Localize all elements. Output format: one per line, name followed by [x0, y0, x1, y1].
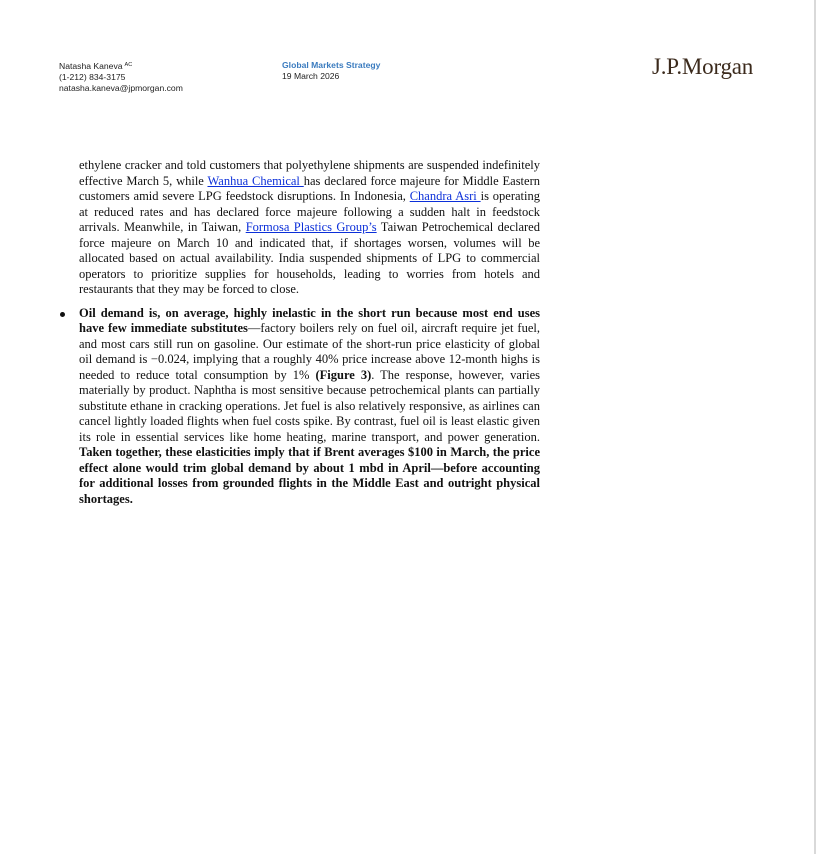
- document-body: [79, 158, 540, 507]
- bullet-lead: Oil demand is, on average, highly inelastic in the short run because most end uses have few immediate substitutes: [79, 305, 540, 335]
- link-wanhua-chemical[interactable]: Wanhua Chemical: [207, 173, 304, 188]
- bullet-conclusion: Taken together, these elasticities imply that if Brent averages $100 in March, the price effect alone would trim global demand by about 1 mbd in April—before accounting for additional losses from grounded flights in the Middle East and outright physical shortages.: [79, 445, 540, 506]
- report-date: 19 March 2026: [282, 71, 340, 82]
- jpmorgan-logo: J.P.Morgan: [652, 54, 754, 79]
- figure-reference: (Figure 3): [315, 367, 372, 382]
- text-run: has declared force majeure for Middle Eastern customers amid severe LPG feedstock disruptions. In Indonesia,: [79, 173, 540, 203]
- analyst-certification-mark: AC: [124, 62, 133, 68]
- author-phone: (1-212) 834-3175: [59, 72, 126, 83]
- text-run: . The response, however, varies materially by product. Naphtha is most sensitive because petrochemical plants can partially substitute ethane in cracking operations. Jet fuel is also relatively responsive, as airlines can cancel lightly loaded flights when fuel costs spike. By contrast, fuel oil is least elastic given its role in essential services like home heating, marine transport, and power generation.: [79, 367, 540, 444]
- author-name: Natasha Kaneva: [59, 61, 123, 71]
- paragraph-petrochemical-disruptions: [79, 158, 540, 298]
- report-info: [282, 60, 380, 82]
- bullet-paragraph: [79, 306, 540, 508]
- text-run: is operating at reduced rates and has declared force majeure following a sudden halt in feedstock arrivals. Meanwhile, in Taiwan,: [79, 189, 540, 234]
- link-chandra-asri[interactable]: Chandra Asri: [409, 189, 481, 203]
- text-run: —factory boilers rely on fuel oil, aircraft require jet fuel, and most cars still run on gasoline. Our estimate of the short-run price elasticity of global oil demand is −0.024, implying that a roughly 40% price increase above 12-month highs is needed to reduce total consumption by 1%: [79, 321, 540, 382]
- link-formosa-plastics[interactable]: Formosa Plastics Group’s: [245, 220, 377, 234]
- author-block: [59, 60, 183, 95]
- text-run: Taiwan Petrochemical declared force majeure on March 10 and indicated that, if shortages worsen, volumes will be allocated based on actual availability. India suspended shipments of LPG to commercial operators to prioritize supplies for households, leading to worries from hotels and restaurants that they may be forced to close.: [79, 220, 540, 296]
- bullet-dot-icon: [60, 312, 65, 317]
- bullet-oil-demand: [79, 306, 540, 508]
- text-run: ethylene cracker and told customers that polyethylene shipments are suspended indefinitely effective March 5, while: [79, 158, 540, 188]
- author-email[interactable]: natasha.kaneva@jpmorgan.com: [59, 83, 183, 94]
- report-unit: Global Markets Strategy: [282, 60, 381, 70]
